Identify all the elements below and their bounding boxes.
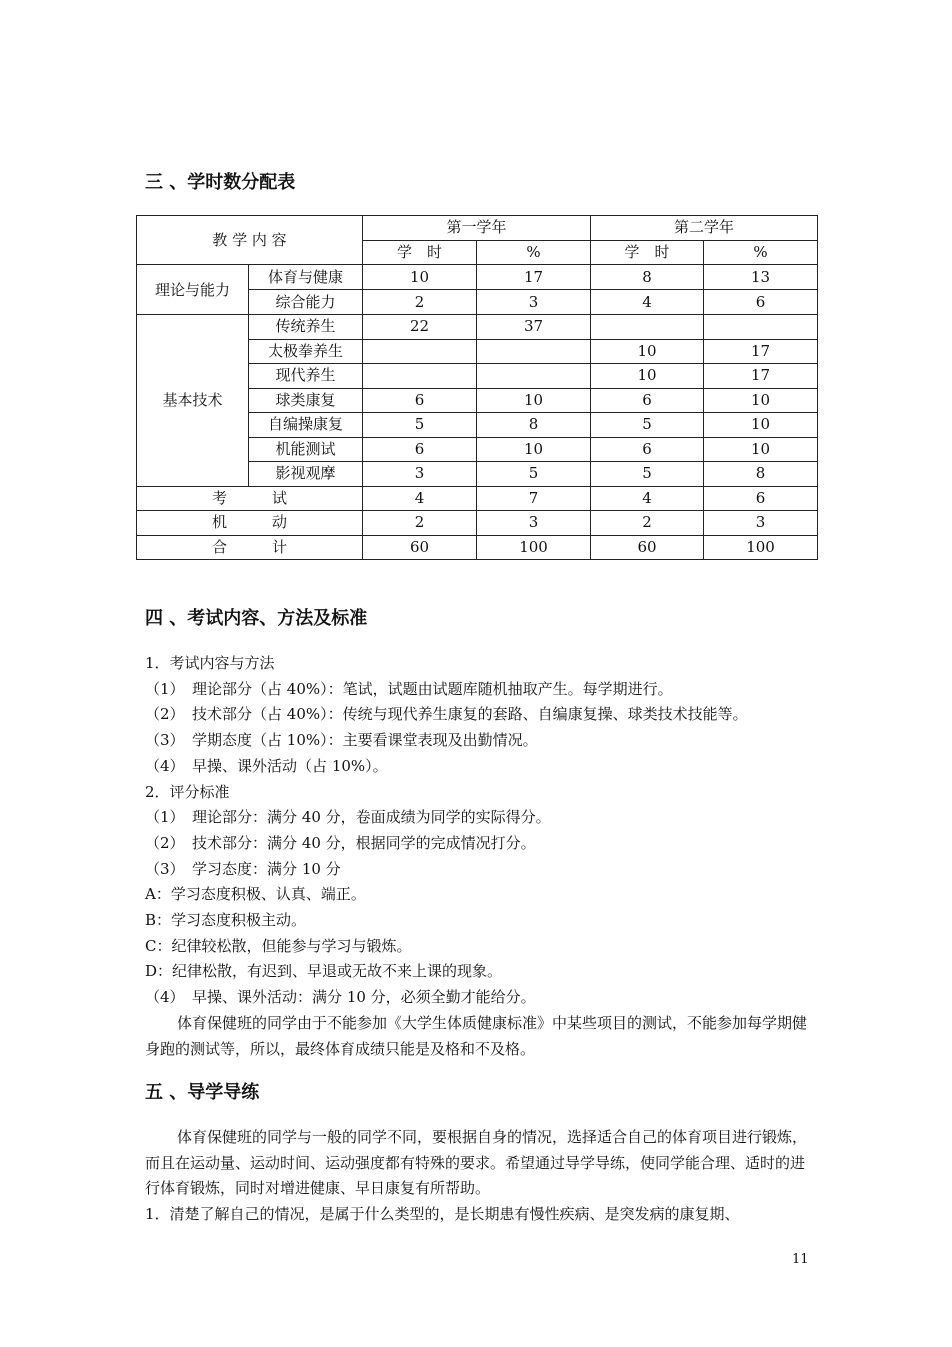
- section-5-heading: 五 、导学导练: [145, 1082, 260, 1103]
- section-4-line: （1） 理论部分：满分 40 分，卷面成绩为同学的实际得分。: [145, 808, 551, 827]
- cell-year2-hours: 5: [591, 413, 704, 438]
- group-label-theory: 理论与能力: [137, 265, 249, 315]
- header-year2: 第二学年: [591, 216, 818, 241]
- cell-year2-hours: 6: [591, 388, 704, 413]
- cell-year1-pct: 8: [477, 413, 591, 438]
- hours-allocation-table: [136, 215, 818, 560]
- header-year1: 第一学年: [363, 216, 591, 241]
- cell-year1-pct: 3: [477, 290, 591, 315]
- cell-year1-pct: 100: [477, 535, 591, 560]
- cell-item: 体育与健康: [249, 265, 363, 290]
- cell-summary-label: 合 计: [137, 535, 363, 560]
- cell-year1-pct: 5: [477, 462, 591, 487]
- cell-item: 传统养生: [249, 315, 363, 340]
- cell-year1-hours: 60: [363, 535, 477, 560]
- table-row: [137, 535, 818, 560]
- cell-year1-pct: 17: [477, 265, 591, 290]
- section-4-line: （2） 技术部分：满分 40 分，根据同学的完成情况打分。: [145, 833, 536, 852]
- cell-year2-hours: 4: [591, 486, 704, 511]
- cell-year1-hours: [363, 339, 477, 364]
- cell-year1-pct: 10: [477, 437, 591, 462]
- group-label-skills: 基本技术: [137, 315, 249, 487]
- section-4-line: D：纪律松散，有迟到、早退或无故不来上课的现象。: [145, 962, 503, 981]
- cell-year1-pct: 37: [477, 315, 591, 340]
- section-4-line: A：学习态度积极、认真、端正。: [145, 885, 366, 904]
- cell-summary-label: 机 动: [137, 511, 363, 536]
- cell-year1-hours: 2: [363, 511, 477, 536]
- subheader-pct: %: [477, 240, 591, 265]
- section-4-line: B：学习态度积极主动。: [145, 911, 307, 930]
- cell-year1-pct: 7: [477, 486, 591, 511]
- cell-year1-hours: 6: [363, 388, 477, 413]
- cell-year2-pct: 17: [704, 339, 818, 364]
- cell-item: 太极拳养生: [249, 339, 363, 364]
- table-row: [137, 265, 818, 290]
- cell-year2-hours: 2: [591, 511, 704, 536]
- section-4-paragraph: 体育保健班的同学由于不能参加《大学生体质健康标准》中某些项目的测试，不能参加每学期健身跑的测试等，所以，最终体育成绩只能是及格和不及格。: [145, 1013, 808, 1058]
- cell-item: 现代养生: [249, 364, 363, 389]
- section-4-line: （3） 学习态度：满分 10 分: [145, 859, 341, 878]
- section-3-heading: 三 、学时数分配表: [145, 172, 296, 193]
- section-4-body: [145, 651, 810, 1062]
- cell-item: 自编操康复: [249, 413, 363, 438]
- table-row: [137, 315, 818, 340]
- table-header-row: [137, 216, 818, 241]
- cell-year2-pct: [704, 315, 818, 340]
- section-4-line: （1） 理论部分（占 40%）：笔试，试题由试题库随机抽取产生。每学期进行。: [145, 679, 673, 698]
- header-teaching-content: 教 学 内 容: [137, 216, 363, 265]
- cell-year2-pct: 100: [704, 535, 818, 560]
- cell-year2-hours: 10: [591, 339, 704, 364]
- cell-year2-hours: 6: [591, 437, 704, 462]
- cell-year2-hours: 8: [591, 265, 704, 290]
- subheader-hours: 学 时: [591, 240, 704, 265]
- cell-year1-pct: 3: [477, 511, 591, 536]
- cell-year2-pct: 6: [704, 486, 818, 511]
- section-4-heading: 四 、考试内容、方法及标准: [145, 608, 368, 629]
- cell-year1-hours: 5: [363, 413, 477, 438]
- cell-item: 综合能力: [249, 290, 363, 315]
- cell-year2-pct: 10: [704, 388, 818, 413]
- cell-year2-pct: 13: [704, 265, 818, 290]
- section-4-line: （2） 技术部分（占 40%）：传统与现代养生康复的套路、自编康复操、球类技术技能等。: [145, 705, 748, 724]
- cell-year1-pct: [477, 339, 591, 364]
- section-4-line: 1．考试内容与方法: [145, 654, 275, 672]
- cell-year2-pct: 8: [704, 462, 818, 487]
- page-number: 11: [792, 1252, 809, 1267]
- cell-year1-hours: 6: [363, 437, 477, 462]
- section-5-paragraph: 体育保健班的同学与一般的同学不同，要根据自身的情况，选择适合自己的体育项目进行锻炼，而且在运动量、运动时间、运动强度都有特殊的要求。希望通过导学导练，使同学能合理、适时的进行体育锻炼，同时对增进健康、早日康复有所帮助。: [145, 1128, 808, 1198]
- cell-year1-hours: 10: [363, 265, 477, 290]
- cell-item: 球类康复: [249, 388, 363, 413]
- cell-year2-pct: 10: [704, 437, 818, 462]
- section-5-line-1: 1．清楚了解自己的情况，是属于什么类型的，是长期患有慢性疾病、是突发病的康复期、: [145, 1205, 740, 1224]
- section-4-line: （4） 早操、课外活动（占 10%）。: [145, 756, 388, 775]
- cell-year2-pct: 3: [704, 511, 818, 536]
- cell-year2-pct: 17: [704, 364, 818, 389]
- cell-year1-hours: 4: [363, 486, 477, 511]
- section-5-body: [145, 1125, 810, 1228]
- cell-year2-pct: 6: [704, 290, 818, 315]
- cell-year1-hours: 3: [363, 462, 477, 487]
- cell-year2-hours: 5: [591, 462, 704, 487]
- cell-item: 影视观摩: [249, 462, 363, 487]
- section-4-line: （3） 学期态度（占 10%）：主要看课堂表现及出勤情况。: [145, 731, 538, 750]
- subheader-pct: %: [704, 240, 818, 265]
- cell-year1-hours: 2: [363, 290, 477, 315]
- cell-item: 机能测试: [249, 437, 363, 462]
- cell-year1-hours: [363, 364, 477, 389]
- section-4-line: （4） 早操、课外活动：满分 10 分，必须全勤才能给分。: [145, 988, 536, 1007]
- table-row: [137, 511, 818, 536]
- table-row: [137, 486, 818, 511]
- cell-summary-label: 考 试: [137, 486, 363, 511]
- section-4-line: C：纪律较松散，但能参与学习与锻炼。: [145, 936, 412, 955]
- section-4-line: 2．评分标准: [145, 782, 230, 801]
- cell-year1-pct: [477, 364, 591, 389]
- cell-year1-pct: 10: [477, 388, 591, 413]
- cell-year2-hours: 4: [591, 290, 704, 315]
- cell-year1-hours: 22: [363, 315, 477, 340]
- cell-year2-hours: 60: [591, 535, 704, 560]
- subheader-hours: 学 时: [363, 240, 477, 265]
- cell-year2-hours: [591, 315, 704, 340]
- cell-year2-hours: 10: [591, 364, 704, 389]
- cell-year2-pct: 10: [704, 413, 818, 438]
